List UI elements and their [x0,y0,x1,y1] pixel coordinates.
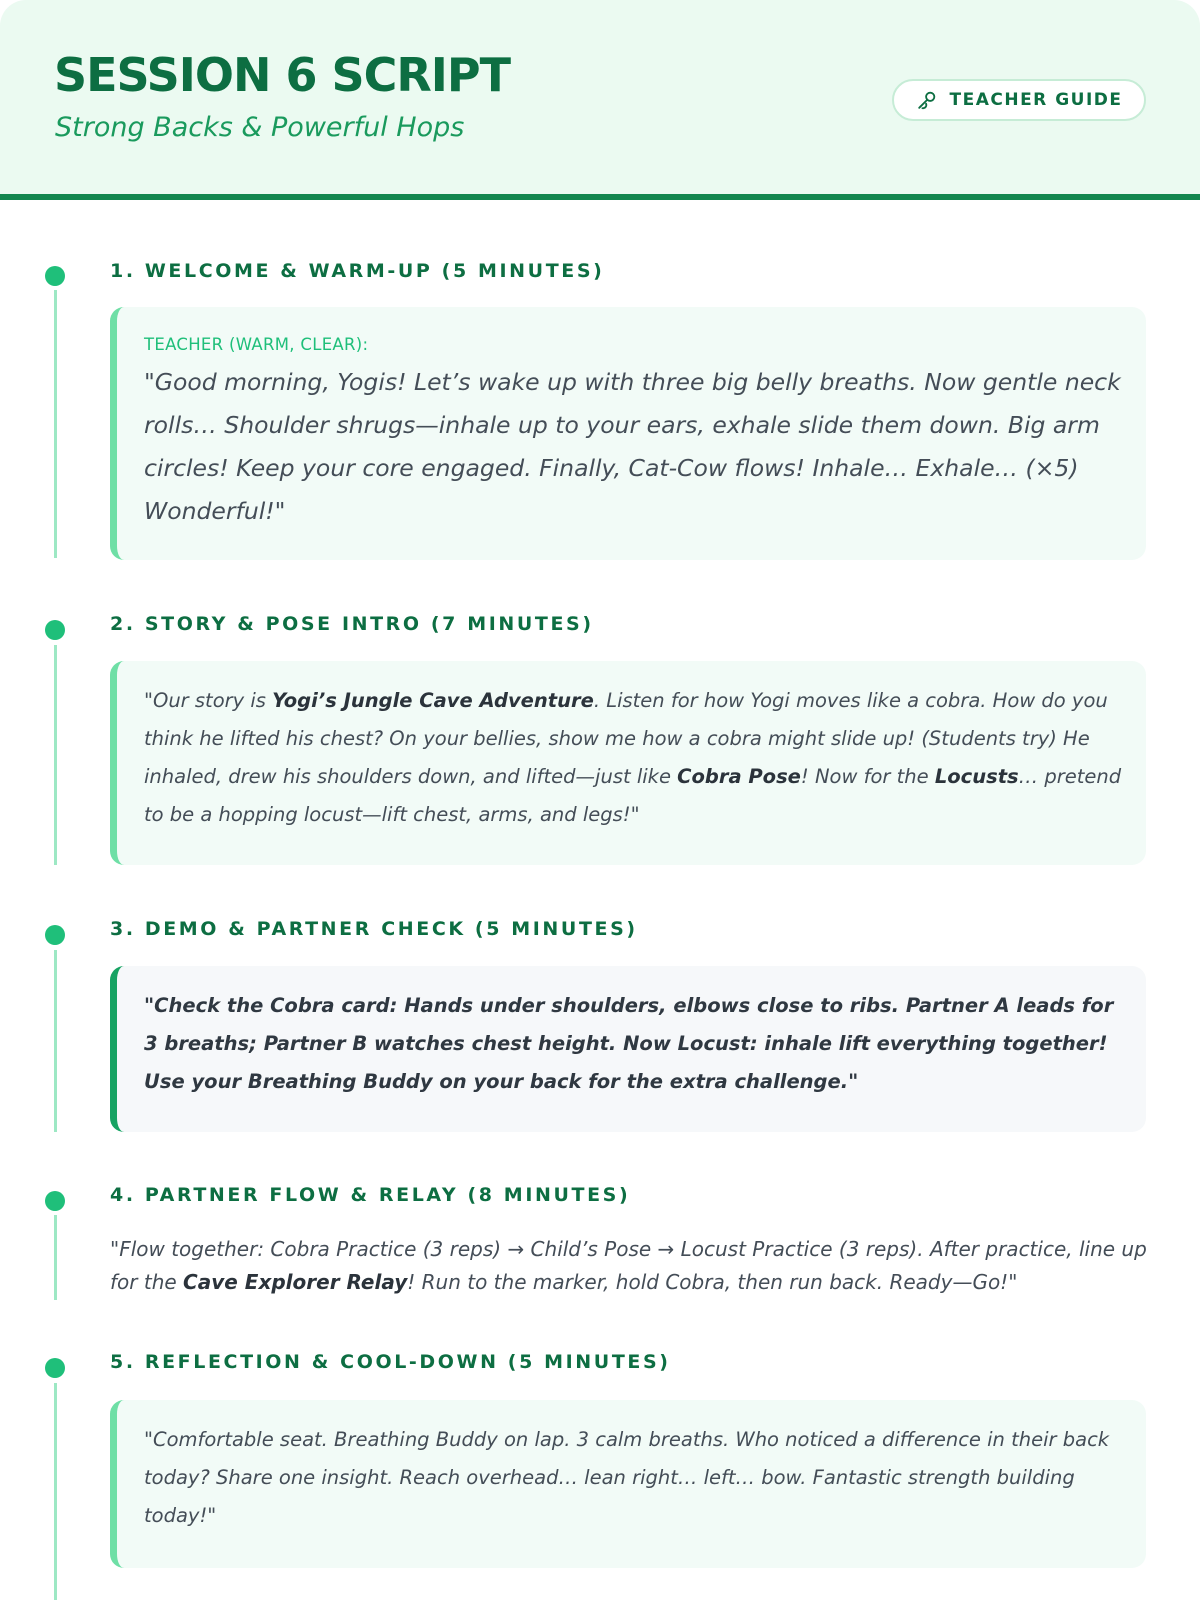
story-title: Yogi’s Jungle Cave Adventure [272,689,594,712]
page-header [0,0,1200,200]
script-card [110,661,1146,865]
pose-name-locusts: Locusts [934,765,1019,788]
pose-name-cobra: Cobra Pose [677,765,801,788]
teacher-guide-badge [892,79,1146,121]
timeline-dot [45,266,65,286]
script-text: "Check the Cobra card: Hands under shoulders, elbows close to ribs. Partner A leads for 3 breaths; Partner B watches chest height. Now Locust: inhale lift everything together! Use your Breathing Buddy on your back for the extra challenge." [144,994,1114,1093]
script-card [110,307,1146,560]
page-title: SESSION 6 SCRIPT [54,48,511,102]
script-card [110,966,1146,1132]
timeline-line [54,645,57,865]
script-card [110,1400,1146,1568]
section-title: 1. WELCOME & WARM-UP (5 MINUTES) [110,260,605,282]
script-text: "Good morning, Yogis! Let’s wake up with three big belly breaths. Now gentle neck rolls… Shoulder shrugs—inhale up to your ears, exhale slide them down. Big arm circles! Keep your core engaged. Finally, Cat-Cow flows! Inhale… Exhale… (×5) Wonderful!" [144,367,1121,525]
timeline-line [54,1215,57,1300]
timeline-line [54,290,57,558]
script-text: "Flow together: Cobra Practice (3 reps) → Child’s Pose → Locust Practice (3 reps). After practice, line up for the Cave Explorer Relay! Run to the marker, hold Cobra, then run back. Ready—Go!" [110,1237,1147,1294]
timeline-dot [45,1191,65,1211]
script-text: "Our story is Yogi’s Jungle Cave Adventure. Listen for how Yogi moves like a cobra. How do you think he lifted his chest? On your bellies, show me how a cobra might slide up! (Students try) He inhaled, drew his shoulders down, and lifted—just like Cobra Pose! Now for the Locusts… pretend to be a hopping locust—lift chest, arms, and legs!" [144,689,1122,826]
script-text: "Comfortable seat. Breathing Buddy on lap. 3 calm breaths. Who noticed a difference in their back today? Share one insight. Reach overhead… lean right… left… bow. Fantastic strength building today!" [144,1428,1110,1527]
timeline-dot [45,620,65,640]
speaker-cue: TEACHER (WARM, CLEAR): [144,335,369,354]
section-title: 5. REFLECTION & COOL-DOWN (5 MINUTES) [110,1351,671,1373]
section-title: 2. STORY & POSE INTRO (7 MINUTES) [110,613,594,635]
timeline-line [54,950,57,1132]
timeline-dot [45,925,65,945]
teacher-guide-label: TEACHER GUIDE [949,90,1123,110]
microphone-icon [916,89,938,111]
page-subtitle: Strong Backs & Powerful Hops [55,112,465,143]
timeline-dot [45,1358,65,1378]
section-title: 3. DEMO & PARTNER CHECK (5 MINUTES) [110,918,638,940]
timeline-line [54,1383,57,1600]
relay-name: Cave Explorer Relay [183,1270,408,1294]
section-title: 4. PARTNER FLOW & RELAY (8 MINUTES) [110,1184,631,1206]
